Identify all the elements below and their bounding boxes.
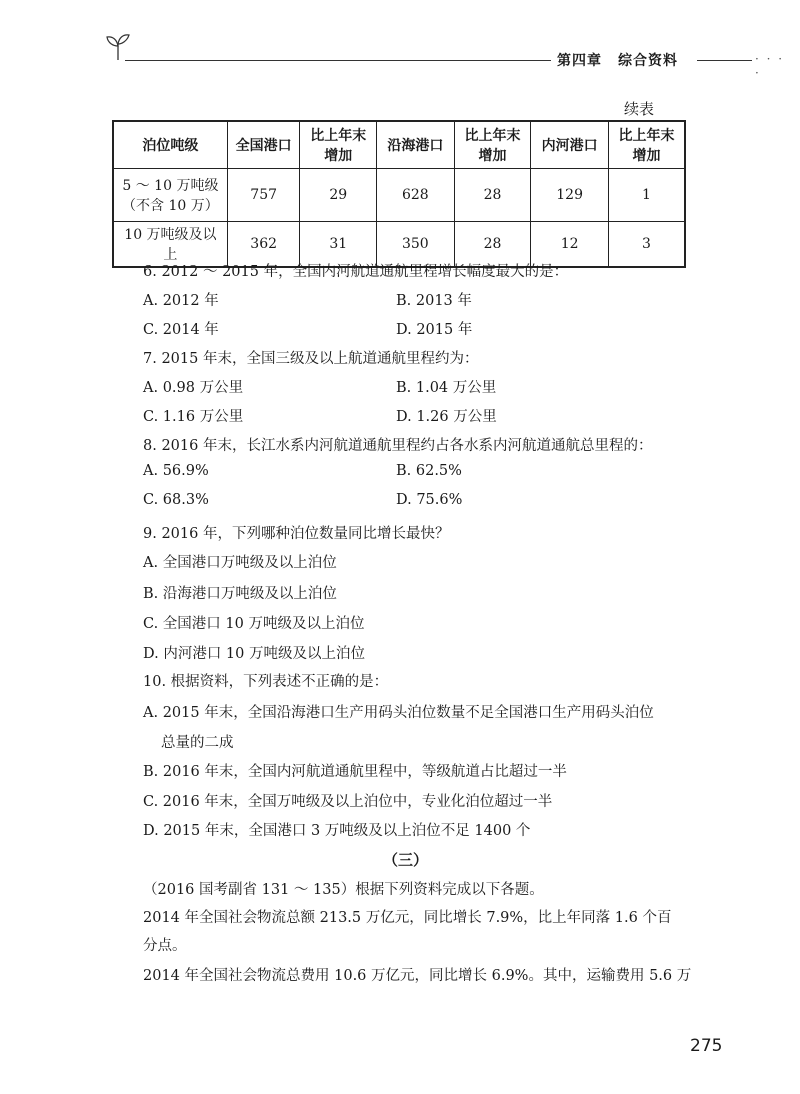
q6-option-b: B. 2013 年 bbox=[396, 293, 472, 309]
berth-table bbox=[112, 120, 686, 268]
q7-option-a: A. 0.98 万公里 bbox=[143, 380, 244, 396]
q6-option-d: D. 2015 年 bbox=[396, 322, 473, 338]
table-row bbox=[113, 169, 685, 222]
table-header-cell: 泊位吨级 bbox=[113, 121, 227, 169]
q10-option-c: C. 2016 年末，全国万吨级及以上泊位中，专业化泊位超过一半 bbox=[143, 794, 553, 810]
q7-option-d: D. 1.26 万公里 bbox=[396, 409, 497, 425]
q6-option-c: C. 2014 年 bbox=[143, 322, 219, 338]
table-header-cell: 比上年末增加 bbox=[609, 121, 685, 169]
header-rule-right bbox=[697, 60, 752, 61]
q6-option-a: A. 2012 年 bbox=[143, 293, 219, 309]
table-cell: 129 bbox=[531, 169, 609, 222]
q10-option-a: A. 2015 年末，全国沿海港口生产用码头泊位数量不足全国港口生产用码头泊位 bbox=[143, 705, 654, 721]
page-number: 275 bbox=[690, 1036, 723, 1056]
q10-stem: 10. 根据资料，下列表述不正确的是： bbox=[143, 674, 389, 690]
table-header-cell: 沿海港口 bbox=[376, 121, 454, 169]
q9-option-c: C. 全国港口 10 万吨级及以上泊位 bbox=[143, 616, 365, 632]
sprout-icon bbox=[105, 32, 131, 62]
table-cell: 1 bbox=[609, 169, 685, 222]
q8-stem: 8. 2016 年末，长江水系内河航道通航里程约占各水系内河航道通航总里程的： bbox=[143, 438, 653, 454]
q8-option-b: B. 62.5% bbox=[396, 463, 462, 479]
q9-stem: 9. 2016 年，下列哪种泊位数量同比增长最快？ bbox=[143, 526, 450, 542]
table-cell: 628 bbox=[376, 169, 454, 222]
q8-option-d: D. 75.6% bbox=[396, 492, 463, 508]
q6-stem: 6. 2012 ～ 2015 年，全国内河航道通航里程增长幅度最大的是： bbox=[143, 264, 569, 280]
table-cell: 350 bbox=[376, 222, 454, 268]
page-header bbox=[105, 30, 785, 80]
continued-label: 续表 bbox=[624, 100, 655, 118]
q9-option-d: D. 内河港口 10 万吨级及以上泊位 bbox=[143, 646, 365, 662]
q9-option-a: A. 全国港口万吨级及以上泊位 bbox=[143, 555, 337, 571]
table-header-cell: 比上年末增加 bbox=[454, 121, 530, 169]
q9-option-b: B. 沿海港口万吨级及以上泊位 bbox=[143, 586, 337, 602]
q10-option-a-cont: 总量的二成 bbox=[161, 735, 234, 751]
chapter-label: 第四章 bbox=[557, 53, 602, 69]
table-cell: 757 bbox=[227, 169, 300, 222]
q7-option-b: B. 1.04 万公里 bbox=[396, 380, 497, 396]
q10-option-d: D. 2015 年末，全国港口 3 万吨级及以上泊位不足 1400 个 bbox=[143, 823, 531, 839]
q7-stem: 7. 2015 年末，全国三级及以上航道通航里程约为： bbox=[143, 351, 479, 367]
table-header-row bbox=[113, 121, 685, 169]
q10-option-b: B. 2016 年末，全国内河航道通航里程中，等级航道占比超过一半 bbox=[143, 764, 567, 780]
table-header-cell: 内河港口 bbox=[531, 121, 609, 169]
table-header-cell: 全国港口 bbox=[227, 121, 300, 169]
paragraph-2: 2014 年全国社会物流总费用 10.6 万亿元，同比增长 6.9%。其中，运输费用 5.6 万 bbox=[143, 968, 692, 984]
section-label: 综合资料 bbox=[618, 53, 678, 69]
section-intro: （2016 国考副省 131 ～ 135）根据下列资料完成以下各题。 bbox=[143, 882, 544, 898]
table-cell: 28 bbox=[454, 222, 530, 268]
table-cell: 362 bbox=[227, 222, 300, 268]
table-cell: 31 bbox=[300, 222, 376, 268]
table-cell: 10 万吨级及以上 bbox=[113, 222, 227, 268]
table-header-cell: 比上年末增加 bbox=[300, 121, 376, 169]
table-cell: 29 bbox=[300, 169, 376, 222]
table-cell: 12 bbox=[531, 222, 609, 268]
q8-option-c: C. 68.3% bbox=[143, 492, 209, 508]
q7-option-c: C. 1.16 万公里 bbox=[143, 409, 244, 425]
table-cell: 28 bbox=[454, 169, 530, 222]
header-dots: · · · · bbox=[755, 52, 785, 80]
paragraph-1-cont: 分点。 bbox=[143, 938, 187, 954]
header-rule-left bbox=[125, 60, 565, 61]
q8-option-a: A. 56.9% bbox=[143, 463, 209, 479]
section-heading: （三） bbox=[383, 851, 429, 869]
table-cell: 5 ～ 10 万吨级（不含 10 万） bbox=[113, 169, 227, 222]
chapter-title bbox=[551, 50, 684, 70]
paragraph-1: 2014 年全国社会物流总额 213.5 万亿元，同比增长 7.9%，比上年同落 1.6 个百 bbox=[143, 910, 672, 926]
table-cell: 3 bbox=[609, 222, 685, 268]
